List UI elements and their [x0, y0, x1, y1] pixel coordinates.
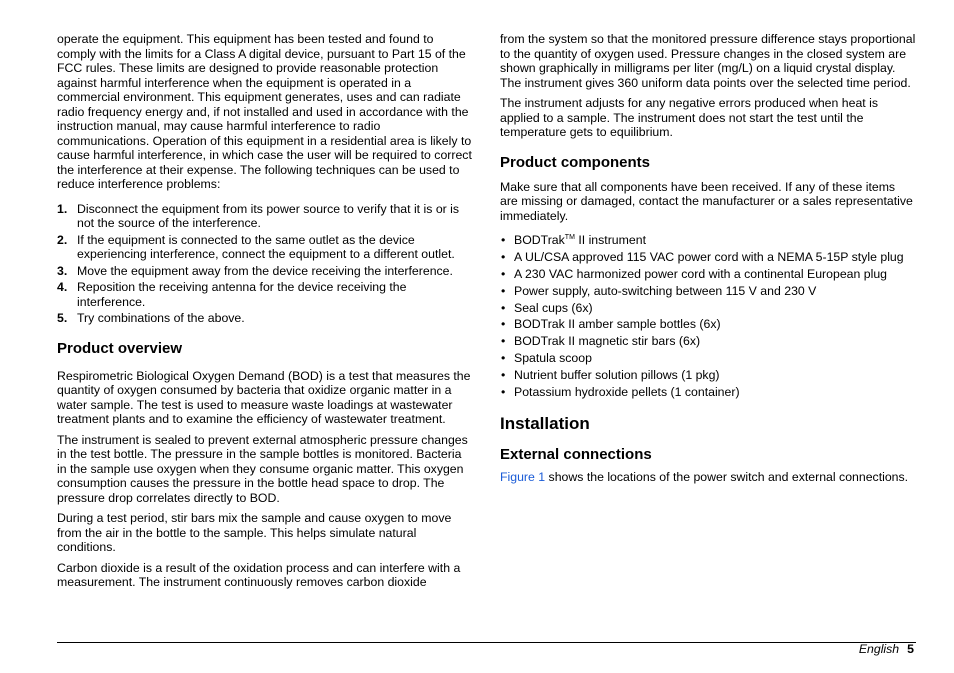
list-item: • Nutrient buffer solution pillows (1 pkg) — [501, 368, 720, 383]
overview-paragraph: The instrument is sealed to prevent external atmospheric pressure changes in the test bottle. The pressure in the sample bottles is monitored. Bacteria in the sample use oxygen when they consume organic matter. This oxygen consumption causes the pressure in the bottle head space to drop. The pressure drop correlates directly to BOD. — [57, 432, 468, 505]
footer-language: English — [858, 642, 900, 656]
list-item: • Seal cups (6x) — [501, 300, 593, 315]
footer-divider — [57, 642, 916, 643]
continued-paragraph: from the system so that the monitored pressure difference stays proportional to the quantity of oxygen used. Pressure changes in the closed system are shown graphically in milligrams per liter (mg/L) on a liquid crystal display. The instrument gives 360 uniform data points over the selected time period. — [500, 32, 916, 90]
list-item: • A 230 VAC harmonized power cord with a continental European plug — [501, 266, 888, 281]
list-item: • BODTrak™ II instrument — [501, 233, 646, 247]
list-item: 2. If the equipment is connected to the same outlet as the device experiencing interference, connect the equipment to a different outlet. — [57, 232, 455, 261]
intro-paragraph: operate the equipment. This equipment has been tested and found to comply with the limits for a Class A digital device, pursuant to Part 15 of the FCC rules. These limits are designed to provide reasonable protection against harmful interference when the equipment is operated in a commercial environment. This equipment generates, uses and can radiate radio frequency energy and, if not installed and used in accordance with the instruction manual, may cause harmful interference to radio communications. Operation of this equipment in a residential area is likely to cause harmful interference, in which case the user will be required to correct the interference at their expense. The following techniques can be used to reduce interference problems: — [57, 32, 472, 191]
trademark-superscript: TM — [564, 234, 575, 241]
interference-steps-list — [57, 202, 473, 326]
list-item: • Potassium hydroxide pellets (1 container) — [501, 385, 740, 400]
product-components-heading: Product components — [500, 153, 651, 171]
list-item: 3. Move the equipment away from the device receiving the interference. — [57, 263, 453, 278]
overview-paragraph: During a test period, stir bars mix the sample and cause oxygen to move from the air in the bottle to the sample. This helps simulate natural conditions. — [57, 511, 452, 554]
product-overview-heading: Product overview — [57, 339, 183, 357]
page-footer — [859, 642, 914, 657]
right-column — [500, 32, 916, 490]
components-list — [500, 233, 916, 400]
page-number: 5 — [907, 642, 914, 656]
list-item: 1. Disconnect the equipment from its power source to verify that it is or is not the source of the interference. — [57, 201, 460, 230]
installation-heading: Installation — [500, 413, 590, 433]
figure-1-link[interactable]: Figure 1 — [500, 469, 546, 484]
list-item: 5. Try combinations of the above. — [57, 311, 245, 325]
continued-paragraph: The instrument adjusts for any negative errors produced when heat is applied to a sample. The instrument does not start the test until the temperature gets to equilibrium. — [500, 96, 878, 139]
list-item: 4. Reposition the receiving antenna for the device receiving the interference. — [57, 280, 407, 309]
list-item: • BODTrak II magnetic stir bars (6x) — [501, 334, 701, 349]
list-item: • A UL/CSA approved 115 VAC power cord with a NEMA 5-15P style plug — [501, 249, 904, 264]
external-connections-paragraph: Figure 1 shows the locations of the power switch and external connections. — [500, 469, 909, 484]
list-item: • Spatula scoop — [501, 351, 592, 366]
list-item: • BODTrak II amber sample bottles (6x) — [501, 317, 721, 332]
left-column — [57, 32, 473, 596]
external-connections-heading: External connections — [500, 445, 652, 463]
list-item: • Power supply, auto-switching between 115 V and 230 V — [501, 283, 817, 298]
overview-paragraph: Carbon dioxide is a result of the oxidation process and can interfere with a measurement. The instrument continuously removes carbon dioxide — [57, 560, 461, 589]
components-intro: Make sure that all components have been received. If any of these items are missing or damaged, contact the manufacturer or a sales representative immediately. — [500, 179, 913, 223]
overview-paragraph: Respirometric Biological Oxygen Demand (BOD) is a test that measures the quantity of oxygen consumed by bacteria that oxidize organic matter in a water sample. The test is used to measure waste loadings at wastewater treatment plants and to examine the efficiency of wastewater treatment. — [57, 368, 471, 426]
